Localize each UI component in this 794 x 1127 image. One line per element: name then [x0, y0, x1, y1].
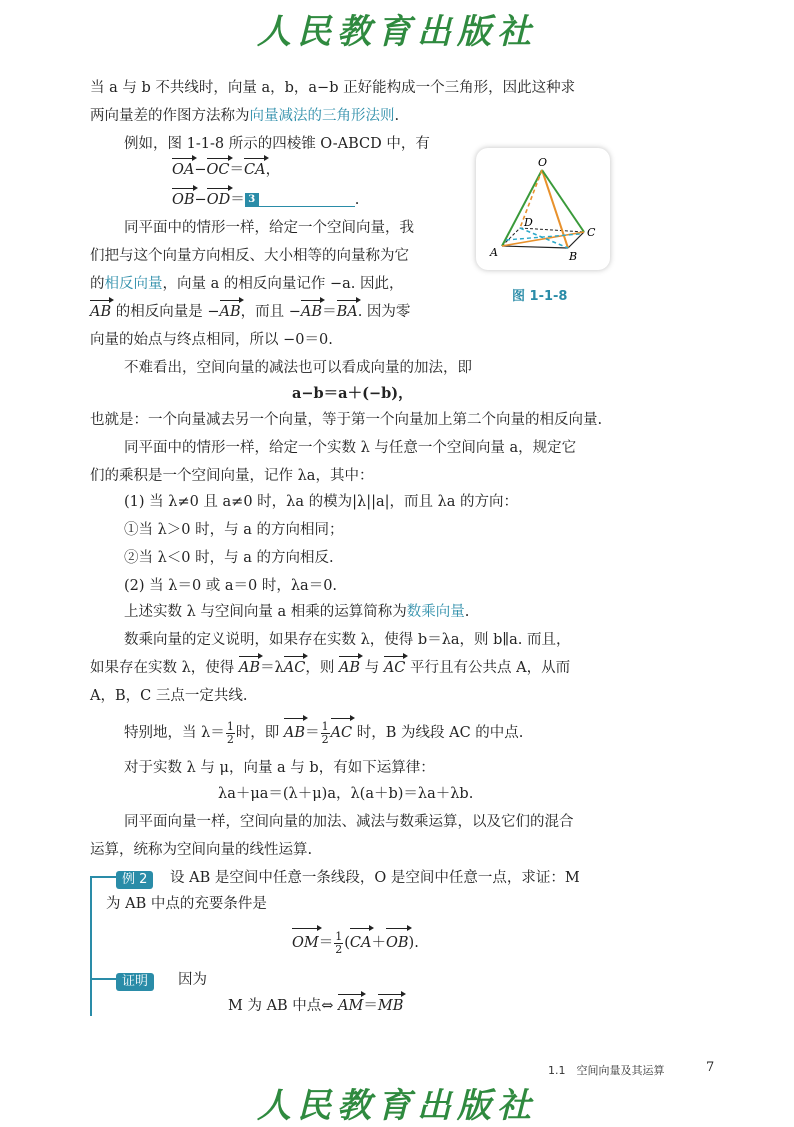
footer-section: 1.1 空间向量及其运算 [548, 1064, 665, 1077]
text-span: . [464, 604, 470, 620]
answer-blank[interactable] [259, 194, 355, 207]
text-line: 运算，统称为空间向量的线性运算. [90, 842, 313, 858]
text-line: ②当 λ＜0 时，与 a 的方向相反. [124, 550, 334, 566]
text-line: 同平面中的情形一样，给定一个空间向量，我 [124, 220, 414, 236]
text-line [124, 602, 469, 622]
text-line: 例如，图 1-1-8 所示的四棱锥 O-ABCD 中，有 [124, 136, 430, 152]
proof-text: 因为 [178, 972, 207, 988]
text-span: 上述实数 λ 与空间向量 a 相乘的运算简称为 [124, 604, 407, 620]
page-number: 7 [706, 1060, 715, 1075]
vertex-label-c: C [587, 226, 596, 239]
vertex-label-d: D [524, 216, 533, 229]
text-line: 数乘向量的定义说明，如果存在实数 λ，使得 b＝λa，则 b∥a. 而且， [124, 632, 571, 648]
text-line [90, 106, 399, 126]
text-line: 对于实数 λ 与 μ，向量 a 与 b，有如下运算律： [124, 760, 435, 776]
vertex-label-a: A [490, 246, 498, 259]
example-text: 为 AB 中点的充要条件是 [106, 896, 267, 912]
text-span: . [394, 108, 400, 124]
proof-equivalence: M 为 AB 中点⇔ AM＝MB [228, 998, 404, 1014]
term-triangle-rule: 向量减法的三角形法则 [249, 108, 395, 124]
figure-caption: 图 1-1-8 [512, 289, 568, 304]
text-line: 们的乘积是一个空间向量，记作 λa，其中： [90, 468, 374, 484]
equation-ob-od: OB−OD＝ 3 . [172, 192, 360, 208]
text-line-ab-opposite: AB 的相反向量是 −AB，而且 −AB＝BA. 因为零 [90, 304, 411, 320]
text-line: (1) 当 λ≠0 且 a≠0 时，λa 的模为|λ||a|，而且 λa 的方向： [124, 494, 519, 510]
text-line: 同平面向量一样，空间向量的加法、减法与数乘运算，以及它们的混合 [124, 814, 574, 830]
vertex-label-b: B [569, 250, 578, 263]
text-line: A，B，C 三点一定共线. [90, 688, 248, 704]
equation-om: OM＝ $\frac{1}{2}$ (CA＋OB). [292, 929, 419, 956]
example-tick [90, 876, 116, 878]
text-line: 当 a 与 b 不共线时，向量 a，b，a−b 正好能构成一个三角形，因此这种求 [90, 80, 576, 96]
publisher-logo-footer: 人民教育出版社 [257, 1086, 537, 1126]
example-text: 设 AB 是空间中任意一条线段，O 是空间中任意一点，求证：M [170, 870, 580, 886]
text-span: 的 [90, 276, 105, 292]
text-span: 两向量差的作图方法称为 [90, 108, 250, 124]
term-scalar-multiplication: 数乘向量 [406, 604, 465, 620]
text-line: 不难看出，空间向量的减法也可以看成向量的加法，即 [124, 360, 472, 376]
text-line: 们把与这个向量方向相反、大小相等的向量称为它 [90, 248, 409, 264]
figure-pyramid [476, 148, 610, 270]
equation-oa-oc: OA−OC＝CA， [172, 162, 281, 178]
text-line [90, 274, 403, 294]
proof-tag: 证明 [116, 970, 154, 991]
text-span: ，向量 a 的相反向量记作 −a. 因此， [162, 276, 404, 292]
equation-subtraction: a−b＝a＋(−b)， [292, 385, 413, 402]
term-opposite-vector: 相反向量 [104, 276, 163, 292]
vertex-label-o: O [538, 156, 548, 169]
text-line: (2) 当 λ＝0 或 a＝0 时，λa＝0. [124, 578, 338, 594]
equation-laws: λa＋μa＝(λ＋μ)a，λ(a＋b)＝λa＋λb. [218, 786, 474, 802]
text-line-midpoint: 特别地，当 λ＝ $\frac{1}{2}$ 时，即 AB＝ $\frac{1}{2}$ AC 时，B 为线段 AC 的中点. [124, 719, 524, 746]
text-line: 向量的始点与终点相同，所以 −0＝0. [90, 332, 333, 348]
publisher-logo-header: 人民教育出版社 [257, 12, 537, 52]
blank-number-box: 3 [245, 193, 259, 207]
proof-tick [90, 978, 116, 980]
example-tag: 例 2 [116, 868, 153, 889]
example-bracket-line [90, 876, 92, 1016]
text-line: 同平面中的情形一样，给定一个实数 λ 与任意一个空间向量 a，规定它 [124, 440, 577, 456]
text-line-collinear: 如果存在实数 λ，使得 AB＝λAC，则 AB 与 AC 平行且有公共点 A，从而 [90, 660, 571, 676]
text-line: 也就是：一个向量减去另一个向量，等于第一个向量加上第二个向量的相反向量. [90, 412, 603, 428]
text-line: ①当 λ＞0 时，与 a 的方向相同； [124, 522, 344, 538]
pyramid-diagram [476, 148, 610, 270]
